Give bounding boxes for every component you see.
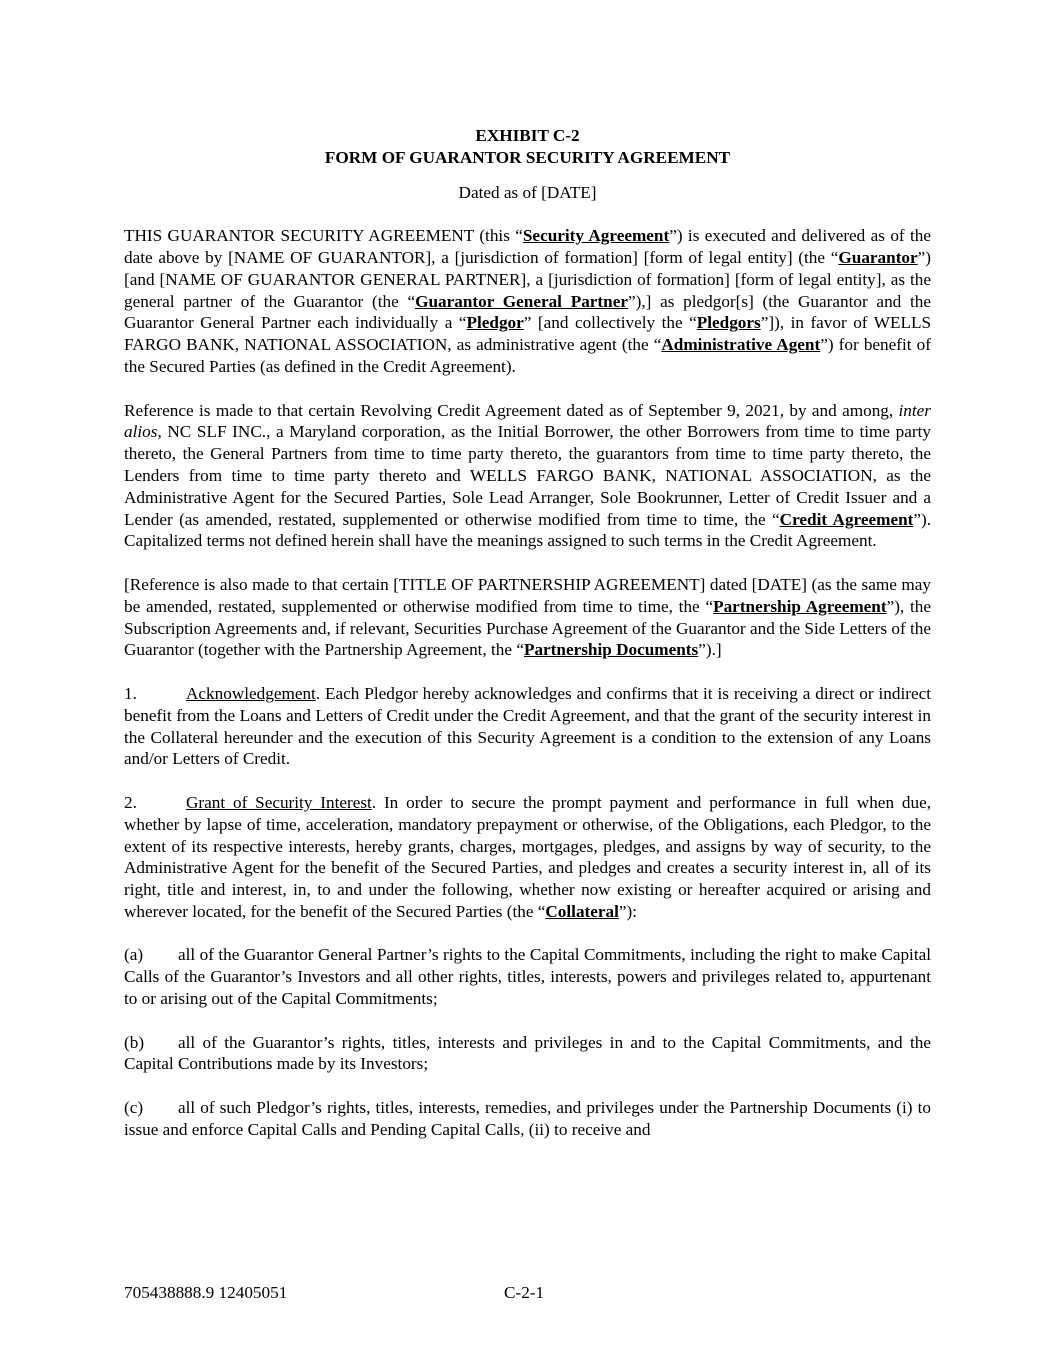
list-item-label: (c)	[124, 1098, 144, 1118]
defined-term-administrative-agent: Administrative Agent	[661, 335, 821, 355]
section-number: 2.	[124, 792, 137, 812]
page-footer	[124, 1282, 931, 1304]
list-item: (b) all of the Guarantor’s rights, titles, interests and privileges in and to the Capital Commitments, and the Capital Contributions made by its Investors;	[124, 1032, 931, 1074]
defined-term-pledgors: Pledgors	[696, 313, 761, 333]
list-item: (c) all of such Pledgor’s rights, titles, interests, remedies, and privileges under the Partnership Documents (i) to issue and enforce Capital Calls and Pending Capital Calls, (ii) to receive and	[124, 1098, 931, 1139]
preamble-paragraph: THIS GUARANTOR SECURITY AGREEMENT (this “Security Agreement”) is executed and delivered as of the date above by [NAME OF GUARANTOR], a [jurisdiction of formation] [form of legal entity] (the “Guarantor”) [and [NAME OF GUARANTOR GENERAL PARTNER], a [jurisdiction of formation] [form of legal entity], as the general partner of the Guarantor (the “Guarantor General Partner”),] as pledgor[s] (the Guarantor and the Guarantor General Partner each individually a “Pledgor” [and collectively the “Pledgors”]), in favor of WELLS FARGO BANK, NATIONAL ASSOCIATION, as administrative agent (the “Administrative Agent”) for benefit of the Secured Parties (as defined in the Credit Agreement).	[124, 226, 931, 376]
document-id: 705438888.9 12405051	[124, 1283, 288, 1302]
defined-term-credit-agreement: Credit Agreement	[779, 509, 914, 529]
list-item: (a) all of the Guarantor General Partner’s rights to the Capital Commitments, including the right to make Capital Calls of the Guarantor’s Investors and all other rights, titles, interests, powers and privileges related to, appurtenant to or arising out of the Capital Commitments;	[124, 945, 931, 1009]
page-number: C-2-1	[504, 1283, 545, 1302]
exhibit-label: EXHIBIT C-2	[475, 126, 580, 145]
list-item-label: (a)	[124, 945, 144, 965]
section-2-grant-of-security-interest: 2. Grant of Security Interest. In order to secure the prompt payment and performance in full when due, whether by lapse of time, acceleration, mandatory prepayment or otherwise, of the Obligations, each Pledgor, to the extent of its respective interests, hereby grants, charges, mortgages, pledges, and assigns by way of security, to the Administrative Agent for the benefit of the Secured Parties, and pledges and creates a security interest in, all of its right, title and interest, in, to and under the following, whether now existing or hereafter acquired or arising and wherever located, for the benefit of the Secured Parties (the “Collateral”):	[124, 792, 931, 921]
defined-term-security-agreement: Security Agreement	[522, 226, 670, 246]
dated-line: Dated as of [DATE]	[458, 182, 597, 202]
defined-term-guarantor-general-partner: Guarantor General Partner	[415, 291, 628, 311]
section-number: 1.	[124, 683, 137, 703]
section-1-acknowledgement: 1. Acknowledgement. Each Pledgor hereby acknowledges and confirms that it is receiving a direct or indirect benefit from the Loans and Letters of Credit under the Credit Agreement, and that the grant of the security interest in the Collateral hereunder and the execution of this Security Agreement is a condition to the extension of any Loans and/or Letters of Credit.	[124, 683, 931, 769]
defined-term-guarantor: Guarantor	[838, 247, 918, 267]
section-heading: Acknowledgement	[186, 683, 316, 703]
list-item-label: (b)	[124, 1032, 145, 1052]
document-body	[124, 125, 931, 1141]
section-heading: Grant of Security Interest	[186, 792, 372, 812]
document-title: FORM OF GUARANTOR SECURITY AGREEMENT	[324, 147, 731, 167]
defined-term-partnership-documents: Partnership Documents	[523, 640, 699, 660]
defined-term-collateral: Collateral	[545, 901, 619, 921]
defined-term-pledgor: Pledgor	[466, 313, 524, 333]
partnership-paragraph: [Reference is also made to that certain [TITLE OF PARTNERSHIP AGREEMENT] dated [DATE] (as the same may be amended, restated, supplemented or otherwise modified from time to time, the “Partnership Agreement”), the Subscription Agreements and, if relevant, Securities Purchase Agreement of the Guarantor and the Side Letters of the Guarantor (together with the Partnership Agreement, the “Partnership Documents”).]	[124, 574, 932, 660]
defined-term-partnership-agreement: Partnership Agreement	[713, 596, 887, 616]
credit-agreement-paragraph: Reference is made to that certain Revolving Credit Agreement dated as of September 9, 2021, by and among, inter alios, NC SLF INC., a Maryland corporation, as the Initial Borrower, the other Borrowers from time to time party thereto, the General Partners from time to time party thereto, the guarantors from time to time party thereto, the Lenders from time to time party thereto and WELLS FARGO BANK, NATIONAL ASSOCIATION, as the Administrative Agent for the Secured Parties, Sole Lead Arranger, Sole Bookrunner, Letter of Credit Issuer and a Lender (as amended, restated, supplemented or otherwise modified from time to time, the “Credit Agreement”). Capitalized terms not defined herein shall have the meanings assigned to such terms in the Credit Agreement.	[124, 400, 932, 551]
